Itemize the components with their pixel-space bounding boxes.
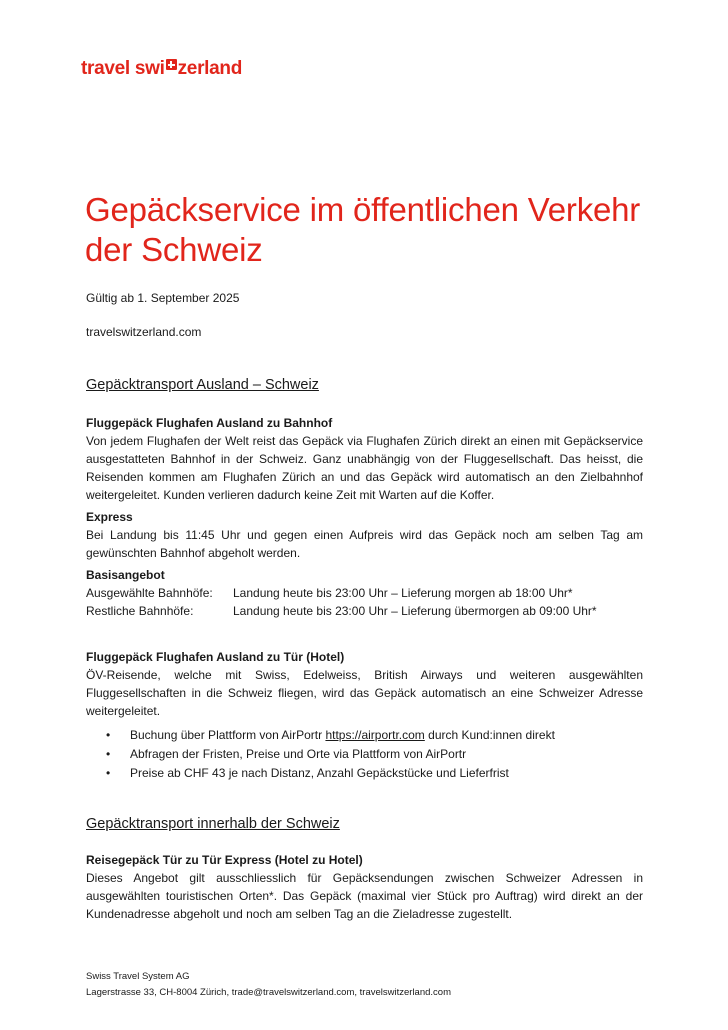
website: travelswitzerland.com xyxy=(86,325,202,339)
express-title: Express xyxy=(86,510,133,524)
valid-from: Gültig ab 1. September 2025 xyxy=(86,291,240,305)
airportr-link[interactable]: https://airportr.com xyxy=(325,728,425,742)
basic-row-label: Restliche Bahnhöfe: xyxy=(86,604,194,618)
block-text: ÖV-Reisende, welche mit Swiss, Edelweiss, British Airways und weiteren ausgewählten Fluggesellschaften in die Schweiz fliegen, wird das Gepäck automatisch an eine Schweizer Adresse weitergeleitet. xyxy=(86,668,643,718)
list-item: • Abfragen der Fristen, Preise und Orte via Plattform von AirPortr xyxy=(130,745,643,763)
swiss-cross-icon xyxy=(166,59,177,70)
list-item-text: Buchung über Plattform von AirPortr xyxy=(130,728,326,742)
logo-text-end: zerland xyxy=(177,58,243,79)
section-heading: Gepäcktransport innerhalb der Schweiz xyxy=(86,816,340,832)
list-item-text: durch Kund:innen direkt xyxy=(424,728,555,742)
footer-company: Swiss Travel System AG xyxy=(86,971,190,982)
page-title: Gepäckservice im öffentlichen Verkehr der Schweiz xyxy=(85,191,641,268)
bullet-list xyxy=(86,726,643,782)
express-text: Bei Landung bis 11:45 Uhr und gegen einen Aufpreis wird das Gepäck noch am selben Tag am gewünschten Bahnhof abgeholt werden. xyxy=(86,528,643,560)
block-title: Reisegepäck Tür zu Tür Express (Hotel zu Hotel) xyxy=(86,853,363,867)
block-title: Fluggepäck Flughafen Ausland zu Bahnhof xyxy=(86,416,333,430)
footer xyxy=(86,969,451,1001)
block-title: Fluggepäck Flughafen Ausland zu Tür (Hotel) xyxy=(86,650,345,664)
brand-logo xyxy=(81,58,242,80)
basic-title: Basisangebot xyxy=(86,568,165,582)
section-heading: Gepäcktransport Ausland – Schweiz xyxy=(86,377,319,393)
list-item: • Preise ab CHF 43 je nach Distanz, Anzahl Gepäckstücke und Lieferfrist xyxy=(130,764,643,782)
basic-row-label: Ausgewählte Bahnhöfe: xyxy=(86,586,213,600)
basic-row xyxy=(86,584,643,602)
basic-row-value: Landung heute bis 23:00 Uhr – Lieferung morgen ab 18:00 Uhr* xyxy=(233,586,573,600)
basic-row-value: Landung heute bis 23:00 Uhr – Lieferung übermorgen ab 09:00 Uhr* xyxy=(233,604,597,618)
list-item xyxy=(130,726,643,744)
logo-text-start: travel swi xyxy=(81,58,165,79)
basic-row xyxy=(86,602,643,620)
block-text: Von jedem Flughafen der Welt reist das Gepäck via Flughafen Zürich direkt an einen mit Gepäckservice ausgestatteten Bahnhof in der Schweiz. Ganz unabhängig von der Fluggesellschaft. Das heisst, die Reisenden kommen am Flughafen Zürich an und das Gepäck wird automatisch an den Zielbahnhof weitergeleitet. Kunden verlieren dadurch keine Zeit mit Warten auf die Koffer. xyxy=(86,434,643,502)
footer-address: Lagerstrasse 33, CH-8004 Zürich, trade@travelswitzerland.com, travelswitzerland.com xyxy=(86,987,451,998)
block-text: Dieses Angebot gilt ausschliesslich für Gepäcksendungen zwischen Schweizer Adressen in ausgewählten touristischen Orten*. Das Gepäck (maximal vier Stück pro Auftrag) wird direkt an der Kundenadresse abgeholt und noch am selben Tag an die Zieladresse zugestellt. xyxy=(86,871,643,921)
document-body xyxy=(86,376,643,923)
